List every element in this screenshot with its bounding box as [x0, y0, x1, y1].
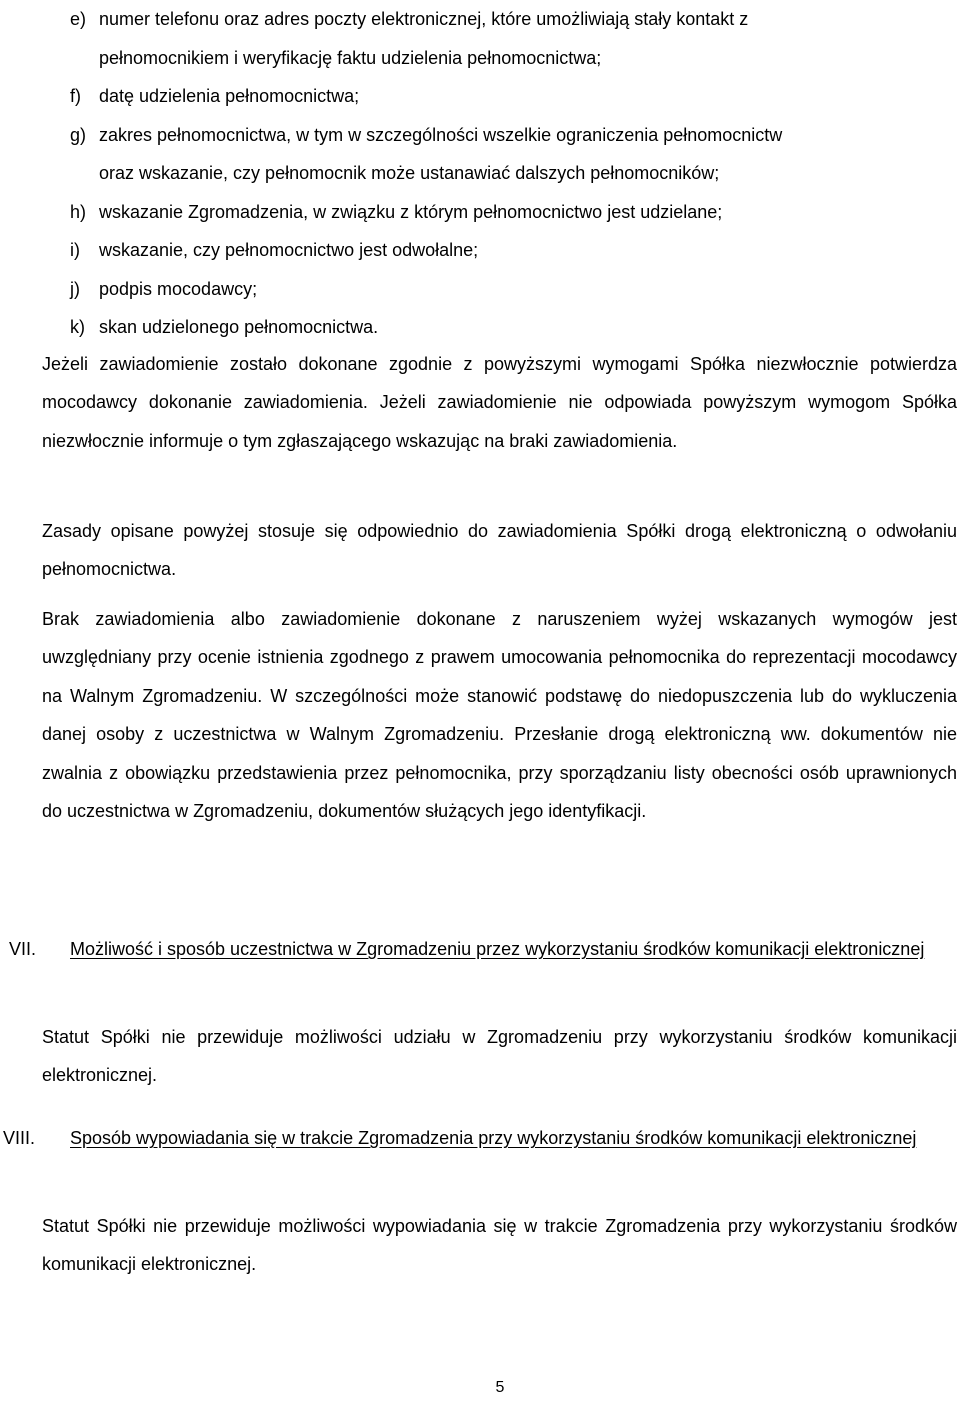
requirements-list — [70, 0, 960, 347]
list-item — [70, 116, 960, 193]
list-item-line: oraz wskazanie, czy pełnomocnik może ustanawiać dalszych pełnomocników; — [99, 163, 720, 183]
list-marker: h) — [70, 201, 87, 222]
list-item — [70, 231, 960, 270]
revocation-rules-paragraph: Zasady opisane powyżej stosuje się odpowiednio do zawiadomienia Spółki drogą elektroniczną o odwołaniu pełnomocnictwa. — [42, 521, 957, 580]
section-body: Statut Spółki nie przewiduje możliwości wypowiadania się w trakcie Zgromadzenia przy wykorzystaniu środków komunikacji elektronicznej. — [42, 1216, 957, 1275]
list-marker: k) — [70, 317, 85, 337]
list-marker: j) — [70, 278, 80, 299]
list-item-line: wskazanie, czy pełnomocnictwo jest odwołalne; — [99, 240, 479, 260]
notification-confirmation-paragraph: Jeżeli zawiadomienie zostało dokonane zgodnie z powyższymi wymogami Spółka niezwłocznie potwierdza mocodawcy dokonanie zawiadomienia. Jeżeli zawiadomienie nie odpowiada powyższym wymogom Spółka niezwłocznie informuje o tym zgłaszającego wskazując na braki zawiadomienia. — [42, 354, 957, 451]
list-item — [70, 0, 960, 77]
list-marker: f) — [70, 86, 81, 106]
list-item — [70, 193, 960, 232]
section-heading: Możliwość i sposób uczestnictwa w Zgromadzeniu przez wykorzystaniu środków komunikacji elektronicznej — [70, 939, 925, 959]
list-item — [70, 270, 960, 309]
list-item — [70, 308, 960, 347]
list-marker: g) — [70, 124, 87, 145]
list-item-line: wskazanie Zgromadzenia, w związku z którym pełnomocnictwo jest udzielane; — [99, 201, 723, 222]
list-marker: i) — [70, 240, 80, 260]
section-number: VII. — [9, 939, 37, 959]
missing-notification-paragraph: Brak zawiadomienia albo zawiadomienie dokonane z naruszeniem wyżej wskazanych wymogów jest uwzględniany przy ocenie istnienia zgodnego z prawem umocowania pełnomocnika do reprezentacji mocodawcy na Walnym Zgromadzeniu. W szczególności może stanowić podstawę do niedopuszczenia lub do wykluczenia danej osoby z uczestnictwa w Walnym Zgromadzeniu. Przesłanie drogą elektroniczną ww. dokumentów nie zwalnia z obowiązku przedstawienia przez pełnomocnika, przy sporządzaniu listy obecności osób uprawnionych do uczestnictwa w Zgromadzeniu, dokumentów służących jego identyfikacji. — [42, 609, 957, 822]
list-item-line: zakres pełnomocnictwa, w tym w szczególności wszelkie ograniczenia pełnomocnictw — [99, 124, 783, 145]
list-item-line: podpis mocodawcy; — [99, 278, 258, 299]
page-number: 5 — [495, 1379, 505, 1396]
list-item-line: pełnomocnikiem i weryfikację faktu udzielenia pełnomocnictwa; — [99, 47, 602, 68]
list-item-line: skan udzielonego pełnomocnictwa. — [99, 317, 379, 337]
section-number: VIII. — [3, 1128, 36, 1148]
list-item-line: datę udzielenia pełnomocnictwa; — [99, 86, 360, 106]
list-item-line: numer telefonu oraz adres poczty elektronicznej, które umożliwiają stały kontakt z — [99, 9, 749, 29]
section-heading: Sposób wypowiadania się w trakcie Zgromadzenia przy wykorzystaniu środków komunikacji elektronicznej — [70, 1128, 917, 1148]
list-marker: e) — [70, 9, 87, 29]
list-item — [70, 77, 960, 116]
section-body: Statut Spółki nie przewiduje możliwości udziału w Zgromadzeniu przy wykorzystaniu środków komunikacji elektronicznej. — [42, 1027, 957, 1086]
